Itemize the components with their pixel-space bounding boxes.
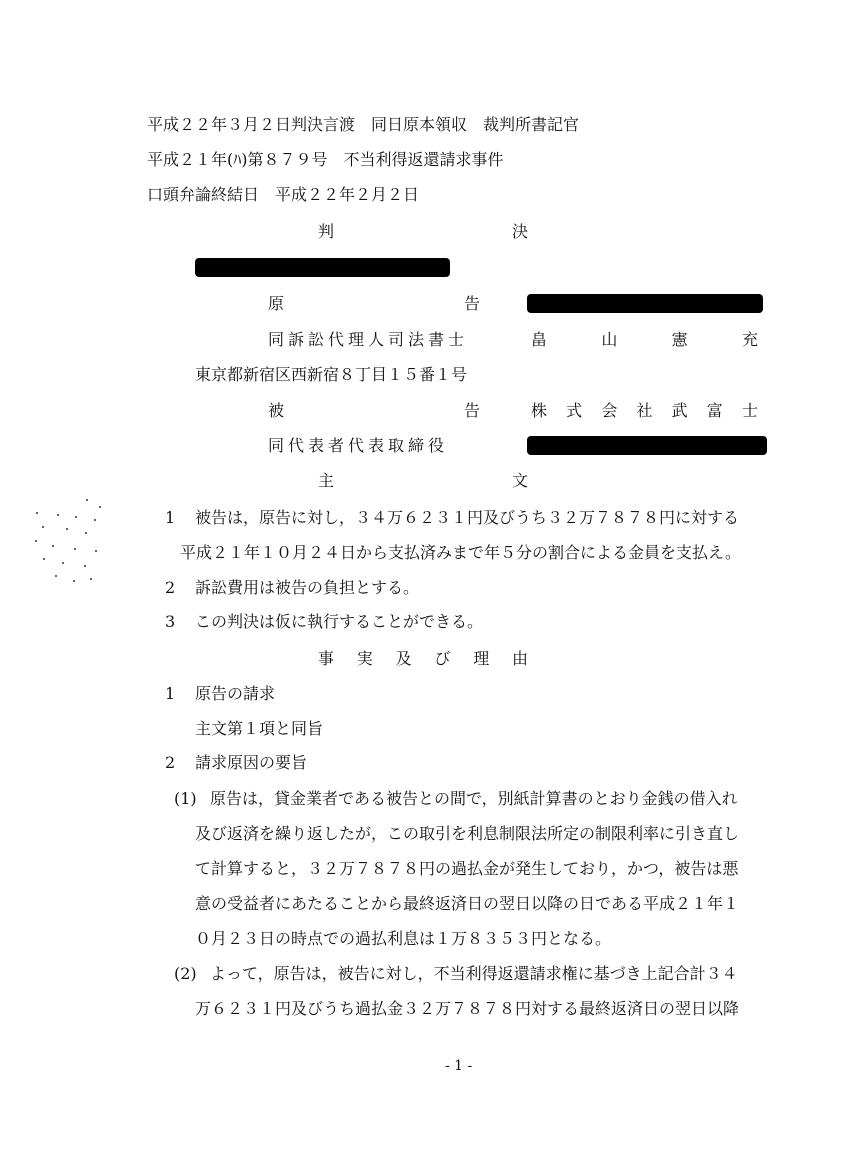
name-char: 充 <box>741 330 758 349</box>
paragraph-2-number: (2) <box>174 964 197 983</box>
name-char: 株 <box>531 401 548 420</box>
section-1-title: 原告の請求 <box>195 684 276 703</box>
section-1-body: 主文第１項と同旨 <box>195 719 324 738</box>
main-text-heading <box>318 473 528 489</box>
main-item-1-number: 1 <box>165 508 176 527</box>
label-char: 告 <box>463 294 480 313</box>
section-2-number: 2 <box>165 753 176 772</box>
title-char: 判 <box>318 222 335 241</box>
main-item-1-line: 平成２１年１０月２４日から支払済みまで年５分の割合による金員を支払え。 <box>180 543 741 562</box>
main-item-1-line: 被告は，原告に対し，３４万６２３１円及びうち３２万７８７８円に対する <box>195 508 740 527</box>
title-char: 決 <box>511 222 528 241</box>
page-number: - 1 - <box>445 1058 473 1074</box>
name-char: 会 <box>601 401 618 420</box>
judgment-title <box>318 224 528 240</box>
paragraph-1-number: (1) <box>174 789 197 808</box>
redacted-representative-name <box>527 436 767 455</box>
heading-char: 由 <box>511 649 528 668</box>
label-char: 原 <box>268 294 285 313</box>
paragraph-2-line: よって，原告は，被告に対し，不当利得返還請求権に基づき上記合計３４ <box>210 964 738 983</box>
name-char: 式 <box>566 401 583 420</box>
main-item-3-number: 3 <box>165 612 176 631</box>
heading-char: 事 <box>318 649 335 668</box>
paragraph-1-line: 原告は，貸金業者である被告との間で，別紙計算書のとおり金銭の借入れ <box>210 789 738 808</box>
paragraph-1-line: て計算すると，３２万７８７８円の過払金が発生しており，かつ，被告は悪 <box>195 859 739 878</box>
main-item-2-line: 訴訟費用は被告の負担とする。 <box>195 578 420 597</box>
section-2-title: 請求原因の要旨 <box>195 753 308 772</box>
name-char: 士 <box>741 401 758 420</box>
heading-char: 実 <box>356 649 373 668</box>
main-item-2-number: 2 <box>165 578 176 597</box>
name-char: 社 <box>636 401 653 420</box>
name-char: 武 <box>671 401 688 420</box>
name-char: 畠 <box>531 330 548 349</box>
defendant-label <box>268 403 480 419</box>
plaintiff-label <box>268 296 480 312</box>
label-char: 告 <box>463 401 480 420</box>
heading-char: 及 <box>395 649 412 668</box>
header-line-1: 平成２２年３月２日判決言渡 同日原本領収 裁判所書記官 <box>147 115 580 134</box>
defendant-name <box>531 403 758 419</box>
heading-char: 理 <box>473 649 490 668</box>
agent-name <box>531 332 758 348</box>
facts-heading <box>318 651 528 667</box>
name-char: 山 <box>601 330 618 349</box>
header-line-2: 平成２１年(ﾊ)第８７９号 不当利得返還請求事件 <box>147 150 504 169</box>
representative-label: 同代表者代表取締役 <box>268 436 449 455</box>
heading-char: 主 <box>318 471 335 490</box>
heading-char: 文 <box>511 471 528 490</box>
header-line-3: 口頭弁論終結日 平成２２年２月２日 <box>147 185 420 204</box>
paragraph-1-line: 及び返済を繰り返したが，この取引を利息制限法所定の制限利率に引き直し <box>195 824 740 843</box>
section-1-number: 1 <box>165 684 176 703</box>
redacted-plaintiff-name <box>527 294 763 313</box>
heading-char: び <box>434 649 451 668</box>
defendant-address: 東京都新宿区西新宿８丁目１５番１号 <box>195 365 468 384</box>
redacted-plaintiff-address <box>195 258 450 277</box>
main-item-3-line: この判決は仮に執行することができる。 <box>195 612 484 631</box>
agent-label: 同訴訟代理人司法書士 <box>268 330 469 349</box>
paragraph-1-line: ０月２３日の時点での過払利息は１万８３５３円となる。 <box>195 929 612 948</box>
paragraph-1-line: 意の受益者にあたることから最終返済日の翌日以降の日である平成２１年１ <box>195 894 740 913</box>
name-char: 憲 <box>671 330 688 349</box>
label-char: 被 <box>268 401 285 420</box>
paragraph-2-line: 万６２３１円及びうち過払金３２万７８７８円対する最終返済日の翌日以降 <box>195 999 740 1018</box>
name-char: 富 <box>706 401 723 420</box>
